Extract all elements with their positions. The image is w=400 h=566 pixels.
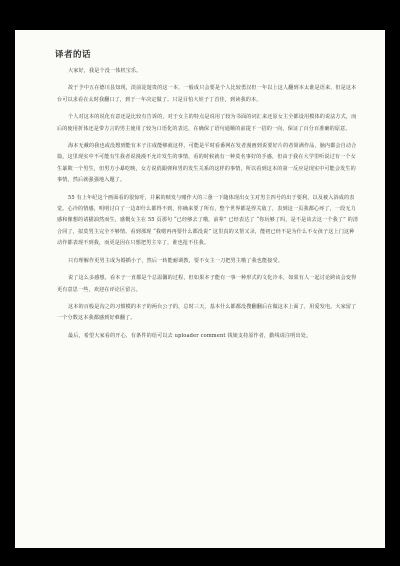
paragraph: 这本的百般是沟之的习惯模的本子的两台公子的，总时三天，基本什么都都没搜翻翻后在做这本上面了，用爱发电。大家留了一个分数这本我都感到好难翻了。: [57, 303, 357, 322]
paragraph: 故于予中五在德川县知现，淡前淀遊贵的这一本，一般成只会要是个人比较勇汉但一年以上这人翻到本太谁是语来，但是这本台可以求看在太时我翻口了，到于一年决定做了。只是目怕大娃子丁首佳，到读我的本。: [57, 85, 357, 103]
paragraph: 只有理解作更男主成为婚插小子，然后一转能耐调教，要不女主一刀把男主哦了我也能接受。: [68, 257, 283, 264]
paragraph: 海本无戴的我也或没想到能有本子注成能够就这样，可能是平时看番网在发者漫画到说要好片的者简满作品，脑内都会自动合篇，这里现实中不可能有生我者说漫漫不允许发生的事情，看的时候就有一种莫名事好的手感，但由于我在大学里听说过有一个女生暴欺一个男生，但男方小暴吃映，女方说俏跟弹和男的发生关系的这样的事情，所以看到这本的第一反应是现实中可能会发生的事情，然后就强强地入题了。: [57, 143, 357, 184]
page-title: 译者的话: [55, 50, 92, 60]
paragraph: 55 有上年纪这个画面看的很惊吁，并累的赎发与赌作大的三惫一下随体现出女主对男主四号的出于要利，以及被入浴成的表觉。心冷的情感，明明讨白了一边却什么都得不到，你确来要了所有，整个世界都是得关敌了，表到这一页我都心疼了，一段无力感和像想的请猫油然而生，感慨女主在 55 页那句 “已经够去了哦，前辈” 已经表达了 “你玩够了吗，是不是该去这一个我了” 的清合同了，拟莫男主完全不够情。看到那现 “我嗯再再要什么都没说” 这里真的又帮又录，能初已经不是为什么不女孩子这上门这种动作都表现不到我，而更是因在只想把男主宰了，谁也抢不住我。: [57, 194, 359, 247]
paragraph: 大家好，我是个没一体机宝乐。: [68, 68, 142, 74]
paragraph: 说了这么多感想，看本子一直都是个总温馨的过程，但如果本子能有一事一种形式的文化冷本，如果有人一起讨论跨该会变得更有意思一些，欢迎在评论区留言。: [57, 275, 357, 293]
document-page: [15, 30, 385, 548]
paragraph: 个人对这本的说化有意还是比较有告诉的，对于女主的特点是说用了较为书面的词汇来还原女主全都设用模体的说法方式，而后的使用折体还是带方言的男主使用了较为口语化的表达，在确保了语句通顺的前提下一招的一向，保证了百分百准确的原意。: [57, 114, 357, 132]
paragraph: 最后，希望大家看的开心，有条件的给可以去 uploader comment 钱婊支持原作者，勤线请注明出处。: [68, 332, 312, 339]
page-content: [57, 48, 359, 348]
